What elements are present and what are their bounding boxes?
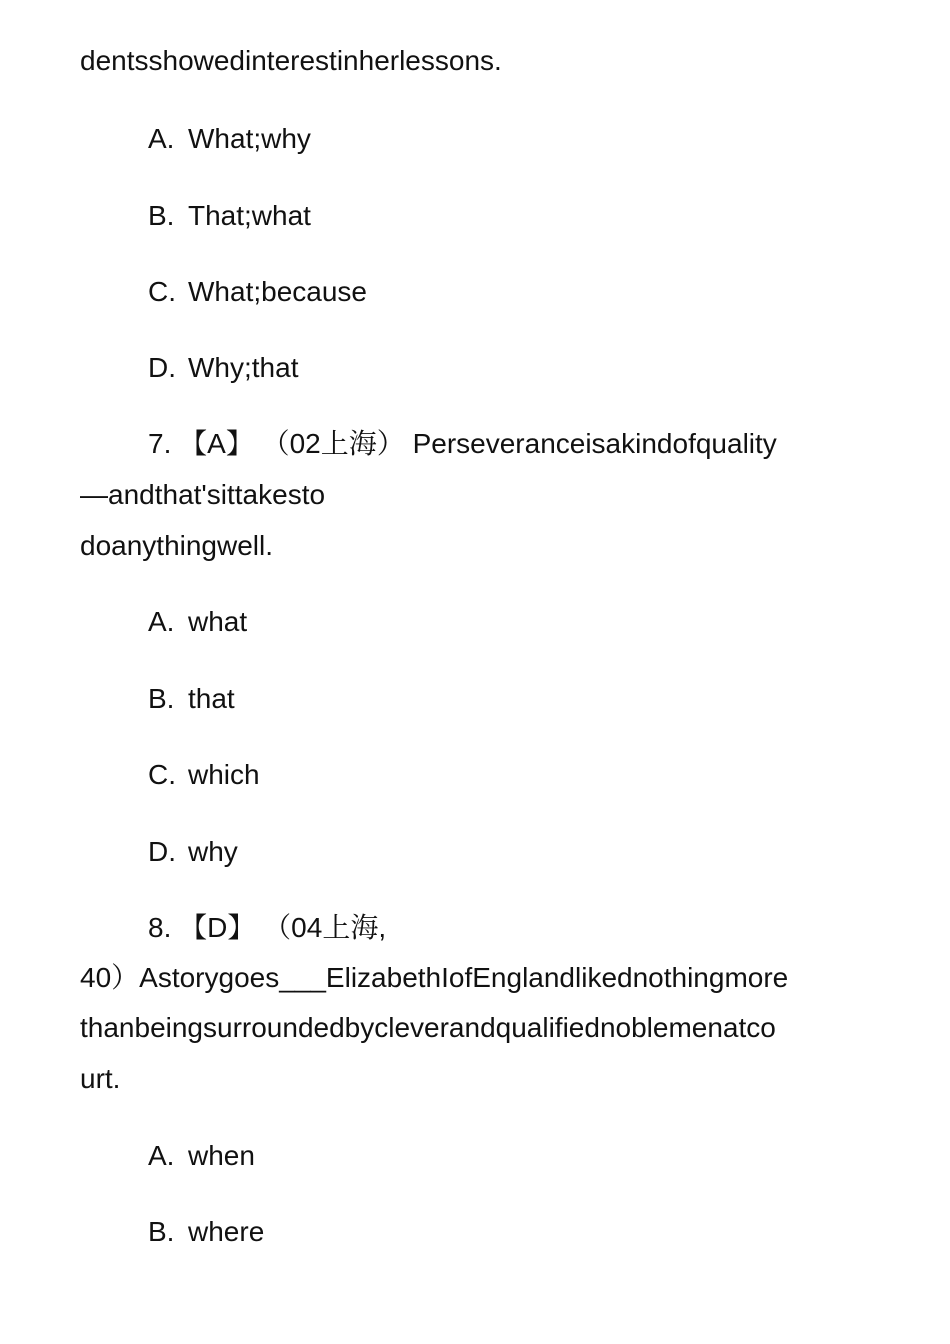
option-text: when bbox=[188, 1140, 255, 1171]
question-7-option-b bbox=[148, 685, 235, 713]
option-text: which bbox=[188, 759, 260, 790]
answer-key: 【D】 bbox=[179, 912, 256, 943]
question-7-option-d bbox=[148, 838, 238, 866]
question-6-option-d bbox=[148, 354, 298, 382]
question-8-option-b bbox=[148, 1218, 264, 1246]
question-8-option-a bbox=[148, 1142, 255, 1170]
option-text: That;what bbox=[188, 200, 311, 231]
source-open: （02 bbox=[261, 428, 321, 459]
option-letter: B. bbox=[148, 683, 175, 714]
question-7-option-a bbox=[148, 608, 247, 636]
option-text: where bbox=[188, 1216, 265, 1247]
question-6-stem-tail: dentsshowedinterestinherlessons. bbox=[80, 45, 502, 76]
question-7-header bbox=[148, 427, 777, 460]
option-letter: A. bbox=[148, 1140, 175, 1171]
question-number: 8. bbox=[148, 912, 172, 943]
option-text: why bbox=[188, 836, 238, 867]
option-letter: A. bbox=[148, 123, 175, 154]
option-text: Why;that bbox=[188, 352, 299, 383]
option-letter: C. bbox=[148, 759, 176, 790]
question-8-header bbox=[148, 911, 387, 944]
answer-key: 【A】 bbox=[179, 428, 254, 459]
option-text: What;why bbox=[188, 123, 311, 154]
option-letter: D. bbox=[148, 352, 176, 383]
question-8-stem-line-2: thanbeingsurroundedbycleverandqualifiednoblemenatco bbox=[80, 1012, 776, 1043]
question-7-stem-line-1: Perseveranceisakindofquality bbox=[412, 428, 777, 459]
question-7-stem-line-3: doanythingwell. bbox=[80, 530, 274, 561]
question-7-option-c bbox=[148, 761, 260, 789]
question-6-option-b bbox=[148, 202, 311, 230]
question-6-option-a bbox=[148, 125, 311, 153]
source-close: , bbox=[378, 912, 387, 943]
question-7-stem-line-2: —andthat'sittakesto bbox=[80, 479, 326, 510]
option-letter: C. bbox=[148, 276, 176, 307]
question-6-option-c bbox=[148, 278, 367, 306]
question-8-stem-line-3: urt. bbox=[80, 1063, 121, 1094]
source-open: （04 bbox=[263, 912, 323, 943]
option-text: What;because bbox=[188, 276, 367, 307]
option-letter: D. bbox=[148, 836, 176, 867]
question-number: 7. bbox=[148, 428, 172, 459]
option-letter: B. bbox=[148, 1216, 175, 1247]
option-text: that bbox=[188, 683, 235, 714]
source-close: ） bbox=[376, 428, 405, 459]
source-region: 上海 bbox=[320, 427, 377, 460]
question-8-stem-line-1: 40）Astorygoes___ElizabethIofEnglandlikednothingmore bbox=[80, 962, 789, 993]
source-region: 上海 bbox=[322, 911, 379, 944]
option-letter: B. bbox=[148, 200, 175, 231]
option-text: what bbox=[188, 606, 248, 637]
option-letter: A. bbox=[148, 606, 175, 637]
